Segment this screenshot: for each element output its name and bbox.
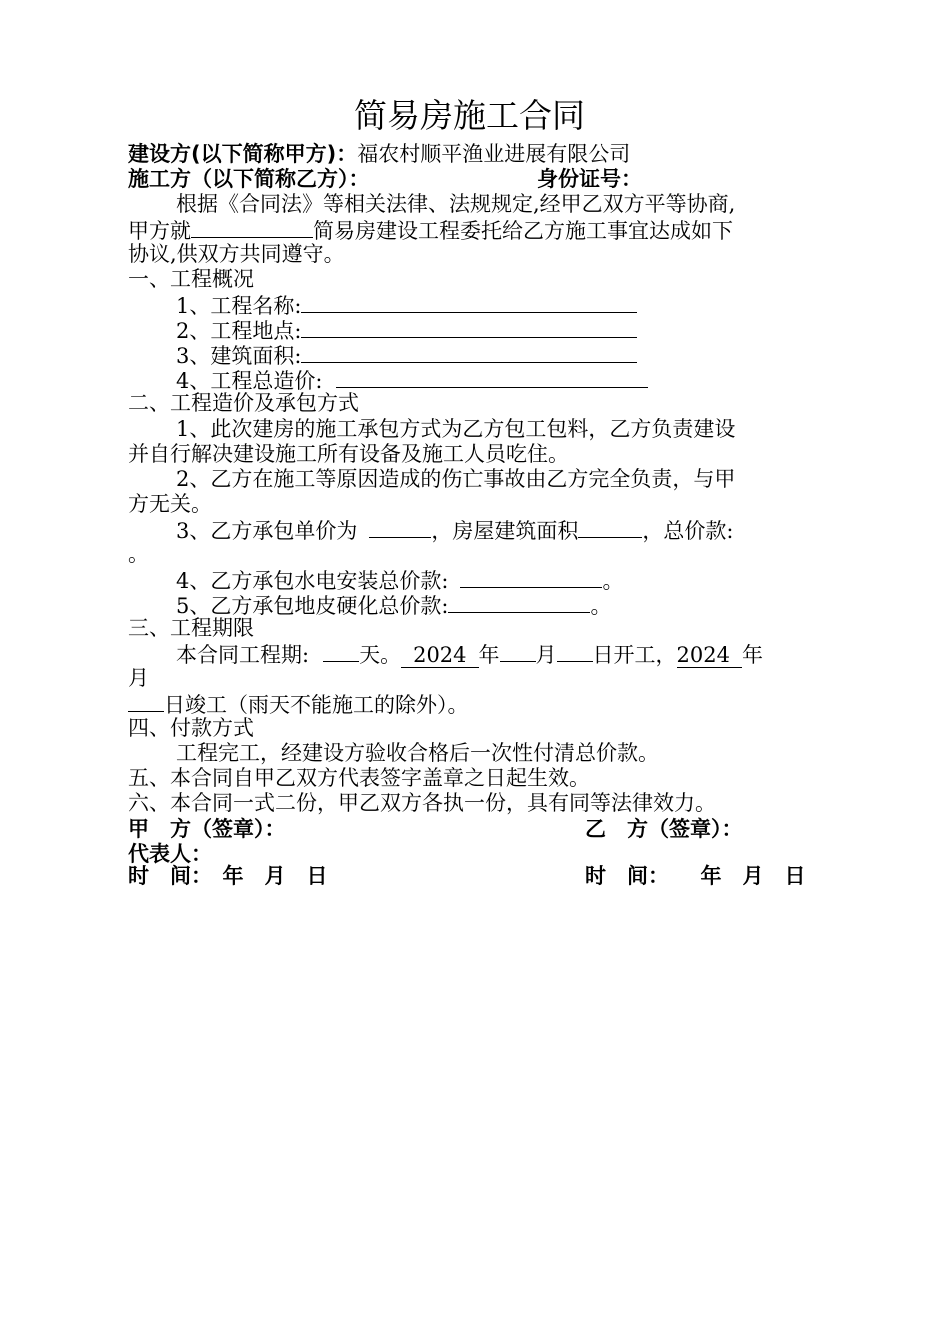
period-label: 本合同工程期:: [176, 643, 310, 667]
section-3-heading: 三、工程期限: [128, 616, 254, 640]
intro-suffix: 简易房建设工程委托给乙方施工事宜达成如下: [313, 219, 733, 243]
section-5: 五、本合同自甲乙双方代表签字盖章之日起生效。: [128, 766, 590, 790]
building-area-blank: [301, 342, 637, 363]
start-month-unit: 月: [535, 643, 557, 667]
section-6: 六、本合同一式二份，甲乙双方各执一份，具有同等法律效力。: [128, 791, 716, 815]
payment-terms: 工程完工，经建设方验收合格后一次性付清总价款。: [176, 741, 659, 765]
party-a-line: [128, 142, 630, 167]
unit-price-label: 3、乙方承包单价为: [176, 519, 358, 543]
end-day-line: [128, 691, 469, 718]
party-a-signature-label: 甲 方（签章）：: [128, 817, 286, 841]
paving-price-blank: [448, 592, 590, 613]
period-line: [176, 641, 763, 668]
intro-line-3: 协议,供双方共同遵守。: [128, 242, 345, 266]
project-name-field: [176, 292, 637, 319]
paving-price-label: 5、乙方承包地皮硬化总价款:: [176, 594, 449, 618]
floor-area-blank: [578, 517, 642, 538]
days-unit: 天。: [359, 643, 402, 667]
start-day-blank: [557, 641, 593, 662]
section-4-heading: 四、付款方式: [128, 716, 254, 740]
start-day-label: 日开工，: [592, 643, 677, 667]
total-price-label: ，总价款:: [642, 519, 734, 543]
project-location-label: 2、工程地点:: [176, 319, 302, 343]
end-year-unit: 年: [741, 643, 763, 667]
section-2-heading: 二、工程造价及承包方式: [128, 391, 359, 415]
id-number-label: 身份证号：: [537, 167, 642, 191]
s2-clause-1a: 1、此次建房的施工承包方式为乙方包工包料，乙方负责建设: [176, 417, 736, 441]
s2-clause-1b: 并自行解决建设施工所有设备及施工人员吃住。: [128, 442, 569, 466]
representative-label: 代表人：: [128, 842, 212, 866]
clause-5-end: 。: [590, 594, 612, 618]
days-blank: [323, 641, 359, 662]
party-b-signature-label: 乙 方（签章）：: [585, 817, 743, 841]
party-a-value: 福农村顺平渔业进展有限公司: [357, 142, 631, 166]
building-area-label: 3、建筑面积:: [176, 344, 302, 368]
s2-clause-5: [176, 592, 611, 619]
project-name-blank: [301, 292, 637, 313]
floor-area-label: ，房屋建筑面积: [431, 519, 579, 543]
project-blank: [191, 217, 313, 238]
end-year: 2024: [677, 643, 742, 668]
total-cost-blank: [336, 367, 648, 388]
s2-clause-2a: 2、乙方在施工等原因造成的伤亡事故由乙方完全负责，与甲: [176, 467, 736, 491]
party-b-date: 时 间： 年 月 日: [585, 864, 806, 888]
plumbing-price-blank: [460, 567, 602, 588]
intro-line-1: 根据《合同法》等相关法律、法规规定,经甲乙双方平等协商,: [176, 192, 736, 216]
intro-line-2: [128, 217, 733, 244]
plumbing-price-label: 4、乙方承包水电安装总价款:: [176, 569, 449, 593]
page-title: 简易房施工合同: [354, 96, 585, 135]
s2-clause-2b: 方无关。: [128, 492, 212, 516]
party-b-label: 施工方（以下简称乙方）：: [128, 167, 370, 191]
party-a-label: 建设方(以下简称甲方)：: [128, 142, 358, 166]
s2-clause-4: [176, 567, 623, 594]
party-a-date: 时 间： 年 月 日: [128, 864, 328, 888]
start-year-unit: 年: [478, 643, 500, 667]
total-cost-field: [176, 367, 648, 394]
section-1-heading: 一、工程概况: [128, 267, 254, 291]
project-name-label: 1、工程名称:: [176, 294, 302, 318]
unit-price-blank: [369, 517, 431, 538]
end-month-unit: 月: [128, 666, 149, 690]
total-cost-label: 4、工程总造价:: [176, 369, 323, 393]
start-year: 2024: [401, 643, 478, 668]
project-location-blank: [301, 317, 637, 338]
end-day-label: 日竣工（雨天不能施工的除外）。: [164, 693, 469, 717]
intro-prefix: 甲方就: [128, 219, 191, 243]
end-day-blank: [128, 691, 164, 712]
start-month-blank: [500, 641, 536, 662]
s2-clause-3: [176, 517, 733, 544]
project-location-field: [176, 317, 637, 344]
clause-4-end: 。: [602, 569, 624, 593]
building-area-field: [176, 342, 637, 369]
s2-clause-3-end: 。: [128, 542, 149, 566]
